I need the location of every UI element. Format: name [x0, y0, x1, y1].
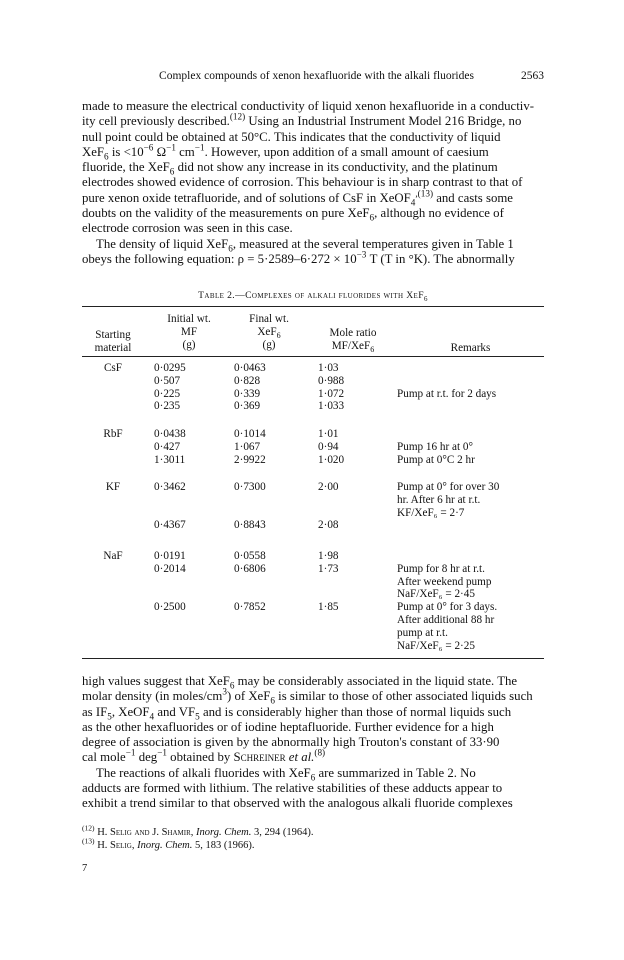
text-line: doubts on the validity of the measurements on pure XeF$_6$, although no evidence of	[82, 206, 504, 223]
table-caption: Table 2.—Complexes of alkali fluorides with XeF$_6$	[198, 290, 428, 303]
cell-mole-ratio: 1·01 0·94 1·020	[318, 428, 345, 466]
text-line: fluoride, the XeF$_6$ did not show any increase in its conductivity, and the platinum	[82, 160, 498, 177]
cell-mole-ratio: 2·00 2·08	[318, 481, 339, 532]
cell-material: RbF	[103, 428, 123, 440]
table-rule-header	[82, 356, 544, 357]
text-line: degree of association is given by the abnormally high Trouton's constant of 33·90	[82, 735, 500, 750]
paragraph-association	[82, 674, 544, 812]
text-line: The reactions of alkali fluorides with XeF$_6$ are summarized in Table 2. No	[96, 765, 476, 783]
cell-initial-weight: 0·0295 0·507 0·225 0·235	[154, 362, 186, 413]
cell-final-weight: 0·0463 0·828 0·339 0·369	[234, 362, 266, 413]
cell-mole-ratio: 1·98 1·73 1·85	[318, 550, 339, 614]
footnote-12: $^{(12)}$ H. Selig and J. Shamir, Inorg. Chem. 3, 294 (1964).	[82, 823, 314, 838]
cell-remarks: Pump at r.t. for 2 days	[397, 387, 497, 400]
cell-remarks: Pump for 8 hr at r.t. After weekend pump NaF/XeF₆ = 2·45 Pump at 0° for 3 days. After additional 88 hr pump at r.t. NaF/XeF₆ = 2·25	[397, 562, 498, 652]
header-final-weight: Final wt. XeF$_6$ (g)	[249, 313, 289, 351]
text-line: pure xenon oxide tetrafluoride, and of solutions of CsF in XeOF$_4^{,(13)}$ and casts some	[82, 188, 513, 208]
text-line: exhibit a trend similar to that observed with the analogous alkali fluoride complexes	[82, 796, 513, 811]
footnotes	[82, 823, 544, 852]
header-remarks: Remarks	[450, 342, 491, 354]
text-line: high values suggest that XeF$_6$ may be considerably associated in the liquid state. The	[82, 674, 518, 691]
text-line: adducts are formed with lithium. The relative stabilities of these adducts appear to	[82, 781, 503, 796]
text-line: electrode corrosion was seen in this case.	[82, 221, 293, 236]
text-line: obeys the following equation: $\rho = 5\cdot 2589-6\cdot 272 \times 10^{-3}$ T (T in °K). The abnormally	[82, 249, 515, 266]
page-number-top: 2563	[521, 70, 544, 82]
text-line: XeF$_6$ is $<10^{-6}$ $\Omega^{-1}$ $cm^{-1}$. However, upon addition of a small amount of caesium	[82, 142, 489, 162]
text-line: cal mole$^{-1}$ deg$^{-1}$ obtained by Schreiner et al.$^{(8)}$	[82, 748, 326, 765]
cell-material: KF	[105, 481, 121, 493]
running-head-title: Complex compounds of xenon hexafluoride with the alkali fluorides	[159, 70, 474, 82]
table-rule-top	[82, 306, 544, 307]
table-rule-bottom	[82, 658, 544, 659]
cell-remarks: Pump 16 hr at 0° Pump at 0°C 2 hr	[397, 440, 475, 466]
footnote-13: $^{(13)}$ H. Selig, Inorg. Chem. 5, 183 (1966).	[82, 836, 255, 851]
header-starting-material: Starting material	[94, 329, 132, 354]
text-line: molar density (in moles/$cm^3$) of XeF$_6$ is similar to those of other associated liquids such	[82, 687, 533, 706]
running-head	[82, 70, 544, 82]
cell-initial-weight: 0·0438 0·427 1·3011	[154, 428, 186, 466]
cell-remarks: Pump at 0° for over 30 hr. After 6 hr at r.t. KF/XeF₆ = 2·7	[397, 481, 500, 519]
page-number-bottom: 7	[82, 863, 88, 874]
text-line: made to measure the electrical conductivity of liquid xenon hexafluoride in a conductiv-	[82, 99, 534, 113]
text-line: electrodes showed evidence of corrosion. This behaviour is in sharp contrast to that of	[82, 175, 523, 190]
text-line: The density of liquid XeF$_6$, measured at the several temperatures given in Table 1	[96, 236, 514, 254]
cell-final-weight: 0·0558 0·6806 0·7852	[234, 550, 266, 614]
text-line: ity cell previously described.$^{(12)}$ Using an Industrial Instrument Model 216 Bridge, no	[82, 112, 522, 129]
header-initial-weight: Initial wt. MF (g)	[167, 313, 211, 351]
text-line: null point could be obtained at 50°C. This indicates that the conductivity of liquid	[82, 129, 501, 144]
cell-material: CsF	[103, 362, 123, 374]
paragraph-conductivity	[82, 99, 544, 267]
cell-final-weight: 0·1014 1·067 2·9922	[234, 428, 266, 466]
text-line: as the other hexafluorides or of iodine heptafluoride. Further evidence for a high	[82, 719, 494, 734]
text-line: as $IF_5$, XeOF$_4$ and $VF_5$ and is considerably higher than those of normal liquids such	[82, 704, 512, 722]
cell-initial-weight: 0·0191 0·2014 0·2500	[154, 550, 186, 614]
cell-final-weight: 0·7300 0·8843	[234, 481, 266, 532]
cell-initial-weight: 0·3462 0·4367	[154, 481, 186, 532]
header-mole-ratio: Mole ratio MF/XeF$_6$	[329, 327, 377, 355]
cell-material: NaF	[103, 550, 123, 562]
cell-mole-ratio: 1·03 0·988 1·072 1·033	[318, 362, 345, 413]
